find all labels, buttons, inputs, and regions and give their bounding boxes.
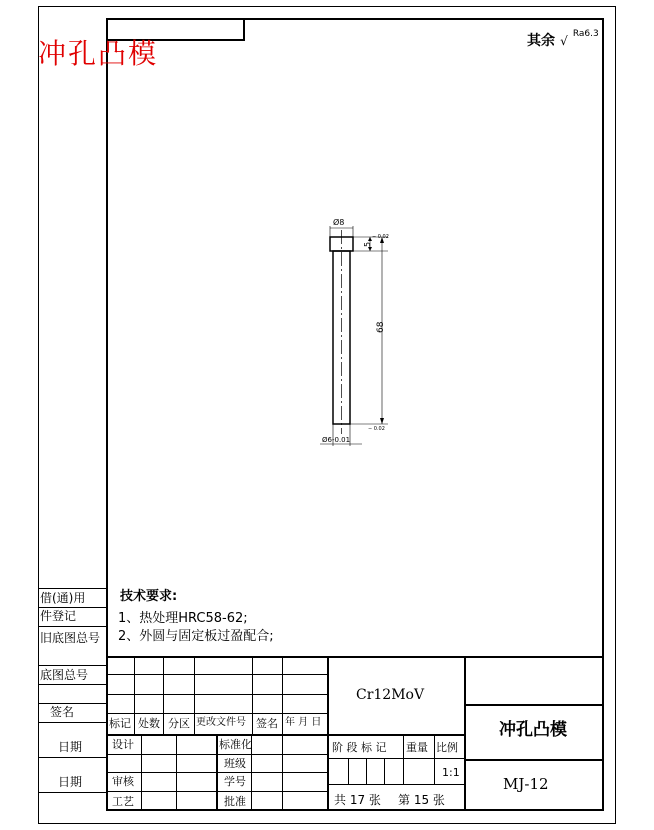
sign-label-process: 工艺 xyxy=(112,795,134,808)
tech-req-item-1: 1、热处理HRC58-62; xyxy=(118,611,248,626)
rev-header-5: 年 月 日 xyxy=(285,717,322,728)
rev-header-2: 分区 xyxy=(168,717,190,730)
stage-header-2: 比例 xyxy=(436,741,458,754)
dim-tip-tolerance: − 0.02 xyxy=(368,426,385,432)
part-drawing xyxy=(300,212,420,462)
left-label-table xyxy=(38,588,106,788)
roughness-symbol-icon: √ xyxy=(560,34,568,48)
left-label-1: 件登记 xyxy=(40,609,77,623)
stage-header-1: 重量 xyxy=(406,741,428,754)
roughness-value: Ra6.3 xyxy=(572,29,599,39)
sign-label-review: 审核 xyxy=(112,775,134,788)
drawing-no: MJ-12 xyxy=(503,775,549,793)
rev-header-1: 处数 xyxy=(138,717,160,730)
rev-header-3: 更改文件号 xyxy=(196,717,246,728)
std-label-1: 班级 xyxy=(224,757,246,770)
left-label-2: 旧底图总号 xyxy=(40,631,101,645)
rev-header-4: 签名 xyxy=(256,717,278,730)
part-name: 冲孔凸模 xyxy=(499,720,567,740)
sign-label-design: 设计 xyxy=(112,738,134,751)
tech-req-item-2: 2、外圆与固定板过盈配合; xyxy=(118,629,274,644)
dim-head-diameter: Ø8 xyxy=(333,218,345,227)
rev-header-0: 标记 xyxy=(109,717,131,730)
tech-req-heading: 技术要求: xyxy=(120,589,178,604)
left-label-5: 日期 xyxy=(58,740,83,754)
left-label-3: 底图总号 xyxy=(40,668,89,682)
material: Cr12MoV xyxy=(356,687,425,703)
dim-head-height: 5 xyxy=(363,241,372,247)
left-label-6: 日期 xyxy=(58,775,83,789)
std-label-2: 学号 xyxy=(224,775,246,788)
part-title-red: 冲孔凸模 xyxy=(38,37,159,70)
roughness-prefix: 其余 xyxy=(527,33,555,49)
stage-header-0: 阶 段 标 记 xyxy=(332,741,387,754)
std-label-0: 标准化 xyxy=(219,738,252,751)
left-label-0: 借(通)用 xyxy=(40,591,86,605)
dim-length: 68 xyxy=(376,321,386,333)
dim-shank-diameter: Ø6-0.01 xyxy=(322,436,351,444)
std-label-3: 批准 xyxy=(224,795,246,808)
scale-value: 1:1 xyxy=(442,766,460,779)
sheet-no: 第 15 张 xyxy=(398,793,445,807)
roughness-note xyxy=(527,30,599,49)
title-block xyxy=(106,656,604,811)
left-label-4: 签名 xyxy=(50,705,75,719)
sheets-total: 共 17 张 xyxy=(334,793,381,807)
dim-head-tolerance: − 0.02 xyxy=(372,234,389,240)
